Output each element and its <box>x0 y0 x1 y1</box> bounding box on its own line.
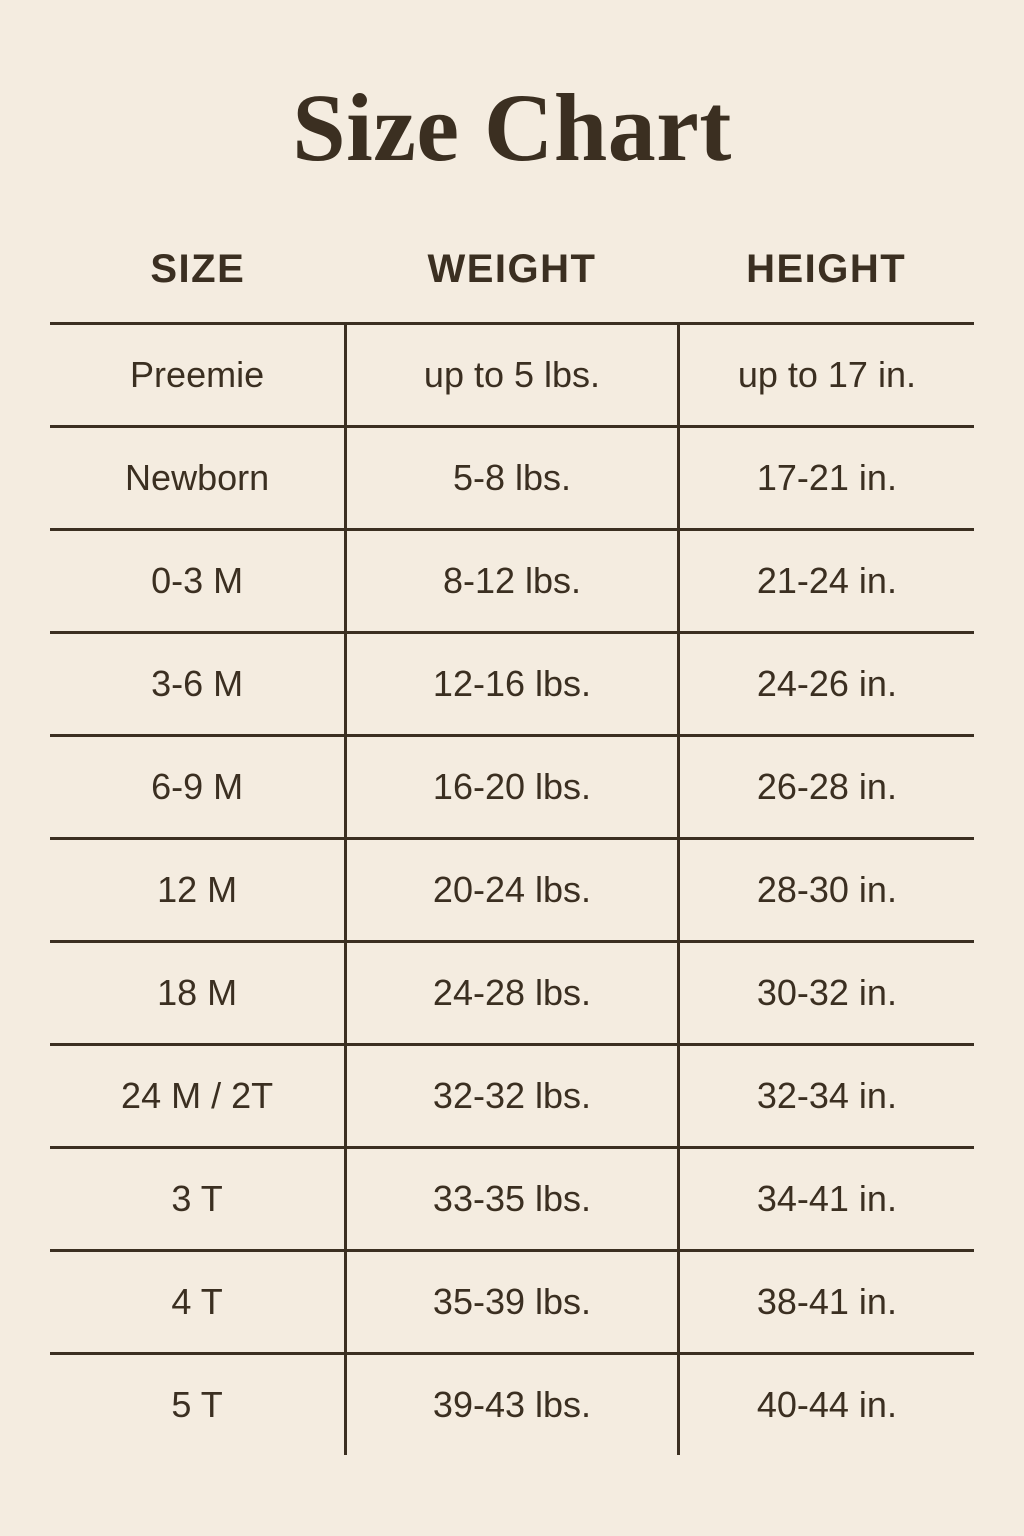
size-chart-table-wrapper <box>50 179 974 1455</box>
cell-size: 3 T <box>50 1147 346 1250</box>
cell-height: 34-41 in. <box>678 1147 974 1250</box>
cell-height: 26-28 in. <box>678 735 974 838</box>
cell-size: 4 T <box>50 1250 346 1353</box>
cell-height: 24-26 in. <box>678 632 974 735</box>
table-row <box>50 632 974 735</box>
table-row <box>50 735 974 838</box>
table-row <box>50 529 974 632</box>
cell-height: 21-24 in. <box>678 529 974 632</box>
cell-size: 5 T <box>50 1353 346 1455</box>
cell-weight: 39-43 lbs. <box>346 1353 679 1455</box>
cell-size: Preemie <box>50 323 346 426</box>
table-row <box>50 1147 974 1250</box>
cell-height: 40-44 in. <box>756 1383 897 1425</box>
cell-height: 38-41 in. <box>678 1250 974 1353</box>
cell-weight: up to 5 lbs. <box>346 323 679 426</box>
size-chart-table <box>50 247 974 1455</box>
column-header-size: SIZE <box>50 247 346 324</box>
table-row <box>50 941 974 1044</box>
cell-size: 18 M <box>50 941 346 1044</box>
cell-size: 0-3 M <box>50 529 346 632</box>
table-header <box>50 247 974 324</box>
cell-weight: 32-32 lbs. <box>346 1044 679 1147</box>
table-row <box>50 1250 974 1353</box>
table-body <box>50 323 974 1455</box>
table-row <box>50 1044 974 1147</box>
cell-weight: 12-16 lbs. <box>346 632 679 735</box>
cell-weight: 20-24 lbs. <box>346 838 679 941</box>
cell-height: 32-34 in. <box>678 1044 974 1147</box>
cell-weight: 16-20 lbs. <box>346 735 679 838</box>
cell-height: 28-30 in. <box>678 838 974 941</box>
cell-weight: 8-12 lbs. <box>346 529 679 632</box>
table-header-row <box>50 247 974 324</box>
cell-weight: 33-35 lbs. <box>346 1147 679 1250</box>
column-header-height: HEIGHT <box>678 247 974 324</box>
cell-weight: 24-28 lbs. <box>346 941 679 1044</box>
page-title: Size Chart <box>292 74 732 181</box>
cell-size: 3-6 M <box>50 632 346 735</box>
cell-weight: 35-39 lbs. <box>346 1250 679 1353</box>
cell-weight: 5-8 lbs. <box>346 426 679 529</box>
cell-size: 24 M / 2T <box>50 1044 346 1147</box>
table-row <box>50 323 974 426</box>
cell-size: Newborn <box>50 426 346 529</box>
column-header-weight: WEIGHT <box>346 247 679 324</box>
cell-size: 12 M <box>50 838 346 941</box>
table-row <box>50 1353 974 1455</box>
cell-height: up to 17 in. <box>678 323 974 426</box>
table-row <box>50 838 974 941</box>
cell-size: 6-9 M <box>50 735 346 838</box>
cell-height: 30-32 in. <box>678 941 974 1044</box>
cell-height: 17-21 in. <box>678 426 974 529</box>
table-row <box>50 426 974 529</box>
